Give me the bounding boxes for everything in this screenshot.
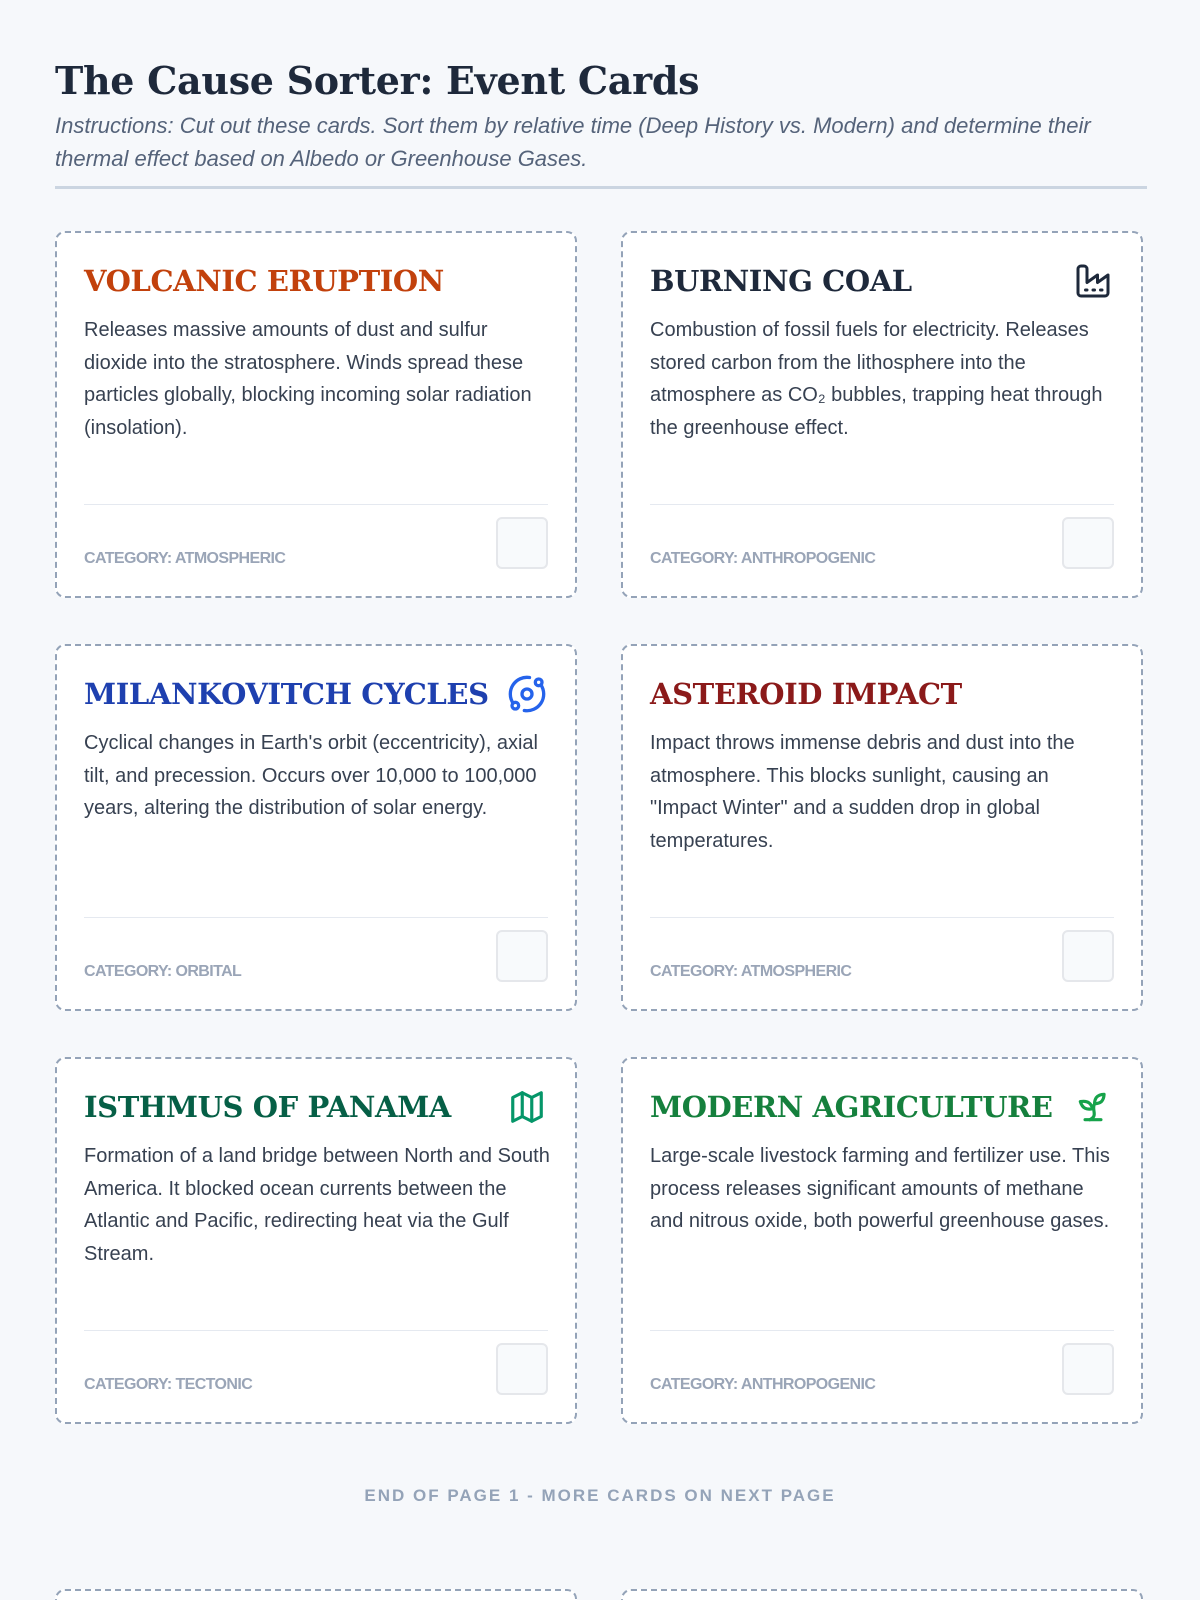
card-header xyxy=(84,260,548,302)
next-card-peek xyxy=(55,1589,577,1600)
card-description: Formation of a land bridge between North and South America. It blocked ocean currents between the Atlantic and Pacific, redirecting heat via the Gulf Stream. xyxy=(84,1145,550,1265)
card-description: Large-scale livestock farming and fertilizer use. This process releases significant amounts of methane and nitrous oxide, both powerful greenhouse gases. xyxy=(650,1145,1110,1232)
card-title: MODERN AGRICULTURE xyxy=(650,1090,1053,1124)
card-divider xyxy=(650,1330,1114,1331)
card-divider xyxy=(84,917,548,918)
card-header xyxy=(650,673,1114,715)
event-card-modern-agriculture[interactable] xyxy=(621,1057,1143,1424)
card-title: ISTHMUS OF PANAMA xyxy=(84,1090,451,1124)
sprout-icon xyxy=(1072,1086,1114,1128)
header-divider xyxy=(55,186,1147,189)
sort-checkbox[interactable] xyxy=(496,930,548,982)
card-title: BURNING COAL xyxy=(650,264,912,298)
sort-checkbox[interactable] xyxy=(496,517,548,569)
card-description: Cyclical changes in Earth's orbit (eccentricity), axial tilt, and precession. Occurs over 10,000 to 100,000 years, altering the distribution of solar energy. xyxy=(84,732,538,819)
sort-checkbox[interactable] xyxy=(1062,517,1114,569)
page-header xyxy=(55,55,1147,175)
card-divider xyxy=(84,504,548,505)
card-category: CATEGORY: ATMOSPHERIC xyxy=(650,963,852,980)
card-header xyxy=(84,673,548,715)
card-description: Combustion of fossil fuels for electricity. Releases stored carbon from the lithosphere into the atmosphere as CO₂ bubbles, trapping heat through the greenhouse effect. xyxy=(650,319,1103,439)
card-description: Releases massive amounts of dust and sulfur dioxide into the stratosphere. Winds spread these particles globally, blocking incoming solar radiation (insolation). xyxy=(84,319,532,439)
card-divider xyxy=(650,917,1114,918)
sort-checkbox[interactable] xyxy=(1062,930,1114,982)
event-card-asteroid-impact[interactable] xyxy=(621,644,1143,1011)
event-card-burning-coal[interactable] xyxy=(621,231,1143,598)
orbit-icon xyxy=(506,673,548,715)
card-description: Impact throws immense debris and dust into the atmosphere. This blocks sunlight, causing an "Impact Winter" and a sudden drop in global temperatures. xyxy=(650,732,1075,852)
card-title: ASTEROID IMPACT xyxy=(650,677,962,711)
card-category: CATEGORY: ANTHROPOGENIC xyxy=(650,1376,876,1393)
event-card-isthmus-of-panama[interactable] xyxy=(55,1057,577,1424)
card-divider xyxy=(650,504,1114,505)
map-icon xyxy=(506,1086,548,1128)
event-card-volcanic-eruption[interactable] xyxy=(55,231,577,598)
factory-icon xyxy=(1072,260,1114,302)
page-footer-note: END OF PAGE 1 - MORE CARDS ON NEXT PAGE xyxy=(364,1486,836,1505)
card-category: CATEGORY: ORBITAL xyxy=(84,963,242,980)
next-card-peek xyxy=(621,1589,1143,1600)
card-title: MILANKOVITCH CYCLES xyxy=(84,677,489,711)
card-title: VOLCANIC ERUPTION xyxy=(84,264,444,298)
card-header xyxy=(84,1086,548,1128)
sort-checkbox[interactable] xyxy=(496,1343,548,1395)
card-header xyxy=(650,260,1114,302)
card-header xyxy=(650,1086,1114,1128)
event-card-milankovitch-cycles[interactable] xyxy=(55,644,577,1011)
instructions-text: Instructions: Cut out these cards. Sort them by relative time (Deep History vs. Modern) and determine their thermal effect based on Albedo or Greenhouse Gases. xyxy=(55,113,1091,171)
card-category: CATEGORY: TECTONIC xyxy=(84,1376,253,1393)
card-category: CATEGORY: ATMOSPHERIC xyxy=(84,550,286,567)
sort-checkbox[interactable] xyxy=(1062,1343,1114,1395)
card-divider xyxy=(84,1330,548,1331)
page-title: The Cause Sorter: Event Cards xyxy=(55,58,700,103)
card-category: CATEGORY: ANTHROPOGENIC xyxy=(650,550,876,567)
